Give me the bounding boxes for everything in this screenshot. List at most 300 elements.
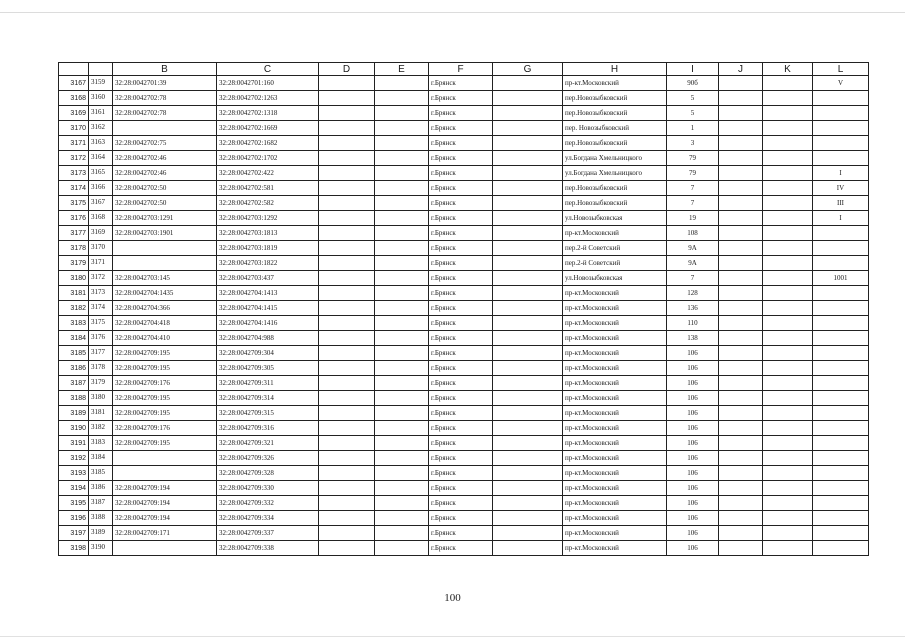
cell-d[interactable] xyxy=(319,391,375,406)
cell-l[interactable] xyxy=(813,481,869,496)
cell-f[interactable]: г.Брянск xyxy=(429,106,493,121)
cell-h[interactable]: пр-кт.Московский xyxy=(563,541,667,556)
row-number-cell[interactable]: 3194 xyxy=(59,481,89,496)
cell-i[interactable]: 106 xyxy=(667,436,719,451)
cell-i[interactable]: 106 xyxy=(667,481,719,496)
cell-f[interactable]: г.Брянск xyxy=(429,496,493,511)
cell-h[interactable]: пр-кт.Московский xyxy=(563,361,667,376)
cell-g[interactable] xyxy=(493,451,563,466)
cell-g[interactable] xyxy=(493,361,563,376)
cell-h[interactable]: пр-кт.Московский xyxy=(563,346,667,361)
cell-e[interactable] xyxy=(375,331,429,346)
cell-h[interactable]: пер.Новозыбковский xyxy=(563,181,667,196)
cell-l[interactable] xyxy=(813,121,869,136)
cell-k[interactable] xyxy=(763,316,813,331)
cell-b[interactable]: 32:28:0042709:195 xyxy=(113,406,217,421)
cell-c[interactable]: 32:28:0042704:1415 xyxy=(217,301,319,316)
column-header[interactable]: F xyxy=(429,63,493,76)
cell-f[interactable]: г.Брянск xyxy=(429,211,493,226)
column-header[interactable]: L xyxy=(813,63,869,76)
cell-c[interactable]: 32:28:0042702:1263 xyxy=(217,91,319,106)
cell-j[interactable] xyxy=(719,151,763,166)
sequence-cell[interactable]: 3159 xyxy=(89,76,113,91)
column-header[interactable]: K xyxy=(763,63,813,76)
cell-k[interactable] xyxy=(763,166,813,181)
cell-i[interactable]: 7 xyxy=(667,181,719,196)
row-number-cell[interactable]: 3181 xyxy=(59,286,89,301)
cell-b[interactable]: 32:28:0042709:195 xyxy=(113,391,217,406)
cell-i[interactable]: 5 xyxy=(667,91,719,106)
cell-f[interactable]: г.Брянск xyxy=(429,151,493,166)
cell-l[interactable] xyxy=(813,436,869,451)
cell-k[interactable] xyxy=(763,211,813,226)
cell-c[interactable]: 32:28:0042703:1813 xyxy=(217,226,319,241)
cell-g[interactable] xyxy=(493,511,563,526)
cell-i[interactable]: 5 xyxy=(667,106,719,121)
cell-k[interactable] xyxy=(763,226,813,241)
cell-j[interactable] xyxy=(719,391,763,406)
row-number-cell[interactable]: 3188 xyxy=(59,391,89,406)
column-header[interactable]: H xyxy=(563,63,667,76)
cell-f[interactable]: г.Брянск xyxy=(429,256,493,271)
cell-e[interactable] xyxy=(375,226,429,241)
cell-l[interactable]: IV xyxy=(813,181,869,196)
cell-g[interactable] xyxy=(493,181,563,196)
cell-k[interactable] xyxy=(763,331,813,346)
cell-f[interactable]: г.Брянск xyxy=(429,271,493,286)
cell-f[interactable]: г.Брянск xyxy=(429,481,493,496)
cell-j[interactable] xyxy=(719,376,763,391)
cell-i[interactable]: 128 xyxy=(667,286,719,301)
row-number-cell[interactable]: 3180 xyxy=(59,271,89,286)
cell-c[interactable]: 32:28:0042709:304 xyxy=(217,346,319,361)
cell-f[interactable]: г.Брянск xyxy=(429,466,493,481)
cell-f[interactable]: г.Брянск xyxy=(429,526,493,541)
cell-f[interactable]: г.Брянск xyxy=(429,181,493,196)
cell-h[interactable]: пер.Новозыбковский xyxy=(563,106,667,121)
sequence-cell[interactable]: 3174 xyxy=(89,301,113,316)
cell-k[interactable] xyxy=(763,151,813,166)
cell-i[interactable]: 90б xyxy=(667,76,719,91)
cell-h[interactable]: пр-кт.Московский xyxy=(563,331,667,346)
cell-e[interactable] xyxy=(375,166,429,181)
cell-b[interactable]: 32:28:0042703:145 xyxy=(113,271,217,286)
cell-c[interactable]: 32:28:0042704:1416 xyxy=(217,316,319,331)
cell-d[interactable] xyxy=(319,466,375,481)
cell-l[interactable] xyxy=(813,151,869,166)
row-number-cell[interactable]: 3185 xyxy=(59,346,89,361)
cell-f[interactable]: г.Брянск xyxy=(429,451,493,466)
cell-j[interactable] xyxy=(719,256,763,271)
cell-c[interactable]: 32:28:0042709:326 xyxy=(217,451,319,466)
column-header[interactable]: E xyxy=(375,63,429,76)
cell-j[interactable] xyxy=(719,466,763,481)
cell-d[interactable] xyxy=(319,301,375,316)
cell-c[interactable]: 32:28:0042709:321 xyxy=(217,436,319,451)
cell-d[interactable] xyxy=(319,541,375,556)
cell-d[interactable] xyxy=(319,121,375,136)
sequence-cell[interactable]: 3163 xyxy=(89,136,113,151)
cell-j[interactable] xyxy=(719,511,763,526)
cell-b[interactable]: 32:28:0042703:1901 xyxy=(113,226,217,241)
cell-h[interactable]: пр-кт.Московский xyxy=(563,76,667,91)
sequence-cell[interactable]: 3160 xyxy=(89,91,113,106)
cell-k[interactable] xyxy=(763,391,813,406)
cell-k[interactable] xyxy=(763,286,813,301)
cell-c[interactable]: 32:28:0042709:334 xyxy=(217,511,319,526)
cell-l[interactable] xyxy=(813,226,869,241)
cell-f[interactable]: г.Брянск xyxy=(429,196,493,211)
cell-i[interactable]: 106 xyxy=(667,421,719,436)
cell-d[interactable] xyxy=(319,511,375,526)
cell-b[interactable] xyxy=(113,451,217,466)
cell-i[interactable]: 3 xyxy=(667,136,719,151)
sequence-cell[interactable]: 3185 xyxy=(89,466,113,481)
cell-e[interactable] xyxy=(375,436,429,451)
row-number-cell[interactable]: 3193 xyxy=(59,466,89,481)
cell-g[interactable] xyxy=(493,241,563,256)
cell-b[interactable]: 32:28:0042702:50 xyxy=(113,196,217,211)
cell-f[interactable]: г.Брянск xyxy=(429,436,493,451)
cell-l[interactable] xyxy=(813,136,869,151)
cell-k[interactable] xyxy=(763,76,813,91)
sequence-cell[interactable]: 3175 xyxy=(89,316,113,331)
cell-i[interactable]: 19 xyxy=(667,211,719,226)
column-header[interactable]: J xyxy=(719,63,763,76)
cell-i[interactable]: 106 xyxy=(667,376,719,391)
row-number-cell[interactable]: 3174 xyxy=(59,181,89,196)
cell-d[interactable] xyxy=(319,256,375,271)
row-number-cell[interactable]: 3189 xyxy=(59,406,89,421)
cell-k[interactable] xyxy=(763,271,813,286)
row-number-cell[interactable]: 3171 xyxy=(59,136,89,151)
cell-g[interactable] xyxy=(493,316,563,331)
cell-g[interactable] xyxy=(493,346,563,361)
cell-c[interactable]: 32:28:0042709:337 xyxy=(217,526,319,541)
cell-f[interactable]: г.Брянск xyxy=(429,226,493,241)
cell-e[interactable] xyxy=(375,271,429,286)
cell-l[interactable]: I xyxy=(813,211,869,226)
row-number-cell[interactable]: 3192 xyxy=(59,451,89,466)
cell-f[interactable]: г.Брянск xyxy=(429,346,493,361)
cell-i[interactable]: 110 xyxy=(667,316,719,331)
cell-e[interactable] xyxy=(375,496,429,511)
cell-e[interactable] xyxy=(375,421,429,436)
sequence-cell[interactable]: 3187 xyxy=(89,496,113,511)
cell-i[interactable]: 106 xyxy=(667,361,719,376)
cell-g[interactable] xyxy=(493,121,563,136)
cell-g[interactable] xyxy=(493,271,563,286)
column-header[interactable]: I xyxy=(667,63,719,76)
cell-k[interactable] xyxy=(763,196,813,211)
cell-g[interactable] xyxy=(493,106,563,121)
cell-l[interactable] xyxy=(813,106,869,121)
cell-l[interactable] xyxy=(813,466,869,481)
cell-i[interactable]: 106 xyxy=(667,466,719,481)
cell-g[interactable] xyxy=(493,136,563,151)
cell-j[interactable] xyxy=(719,271,763,286)
sequence-cell[interactable]: 3170 xyxy=(89,241,113,256)
sequence-cell[interactable]: 3161 xyxy=(89,106,113,121)
row-number-cell[interactable]: 3198 xyxy=(59,541,89,556)
cell-k[interactable] xyxy=(763,526,813,541)
row-number-cell[interactable]: 3170 xyxy=(59,121,89,136)
cell-k[interactable] xyxy=(763,256,813,271)
cell-g[interactable] xyxy=(493,211,563,226)
cell-h[interactable]: пр-кт.Московский xyxy=(563,496,667,511)
cell-e[interactable] xyxy=(375,406,429,421)
cell-b[interactable]: 32:28:0042709:195 xyxy=(113,361,217,376)
cell-g[interactable] xyxy=(493,436,563,451)
cell-f[interactable]: г.Брянск xyxy=(429,286,493,301)
cell-j[interactable] xyxy=(719,196,763,211)
cell-i[interactable]: 106 xyxy=(667,541,719,556)
sequence-cell[interactable]: 3183 xyxy=(89,436,113,451)
cell-e[interactable] xyxy=(375,376,429,391)
cell-d[interactable] xyxy=(319,421,375,436)
cell-i[interactable]: 106 xyxy=(667,406,719,421)
cell-g[interactable] xyxy=(493,151,563,166)
cell-j[interactable] xyxy=(719,331,763,346)
cell-e[interactable] xyxy=(375,526,429,541)
sequence-cell[interactable]: 3167 xyxy=(89,196,113,211)
cell-c[interactable]: 32:28:0042702:1682 xyxy=(217,136,319,151)
cell-l[interactable] xyxy=(813,496,869,511)
cell-l[interactable] xyxy=(813,541,869,556)
cell-b[interactable]: 32:28:0042709:194 xyxy=(113,481,217,496)
cell-f[interactable]: г.Брянск xyxy=(429,166,493,181)
cell-b[interactable]: 32:28:0042709:171 xyxy=(113,526,217,541)
row-number-cell[interactable]: 3176 xyxy=(59,211,89,226)
cell-h[interactable]: пр-кт.Московский xyxy=(563,421,667,436)
cell-l[interactable]: I xyxy=(813,166,869,181)
cell-e[interactable] xyxy=(375,151,429,166)
cell-b[interactable]: 32:28:0042702:46 xyxy=(113,166,217,181)
cell-h[interactable]: ул.Новозыбковская xyxy=(563,271,667,286)
cell-c[interactable]: 32:28:0042703:1822 xyxy=(217,256,319,271)
cell-c[interactable]: 32:28:0042702:1318 xyxy=(217,106,319,121)
sequence-cell[interactable]: 3189 xyxy=(89,526,113,541)
cell-j[interactable] xyxy=(719,166,763,181)
cell-h[interactable]: ул.Богдана Хмельницкого xyxy=(563,151,667,166)
cell-j[interactable] xyxy=(719,526,763,541)
cell-h[interactable]: пер.Новозыбковский xyxy=(563,91,667,106)
cell-k[interactable] xyxy=(763,181,813,196)
cell-b[interactable]: 32:28:0042702:46 xyxy=(113,151,217,166)
row-number-cell[interactable]: 3191 xyxy=(59,436,89,451)
cell-g[interactable] xyxy=(493,76,563,91)
cell-f[interactable]: г.Брянск xyxy=(429,376,493,391)
cell-c[interactable]: 32:28:0042709:332 xyxy=(217,496,319,511)
cell-j[interactable] xyxy=(719,541,763,556)
sequence-cell[interactable]: 3176 xyxy=(89,331,113,346)
sequence-cell[interactable]: 3173 xyxy=(89,286,113,301)
cell-j[interactable] xyxy=(719,136,763,151)
cell-b[interactable]: 32:28:0042702:75 xyxy=(113,136,217,151)
cell-i[interactable]: 106 xyxy=(667,391,719,406)
cell-c[interactable]: 32:28:0042702:1669 xyxy=(217,121,319,136)
cell-c[interactable]: 32:28:0042709:311 xyxy=(217,376,319,391)
cell-e[interactable] xyxy=(375,466,429,481)
cell-j[interactable] xyxy=(719,481,763,496)
cell-d[interactable] xyxy=(319,481,375,496)
cell-l[interactable] xyxy=(813,406,869,421)
cell-j[interactable] xyxy=(719,436,763,451)
sequence-cell[interactable]: 3177 xyxy=(89,346,113,361)
cell-i[interactable]: 106 xyxy=(667,346,719,361)
row-number-cell[interactable]: 3197 xyxy=(59,526,89,541)
cell-f[interactable]: г.Брянск xyxy=(429,316,493,331)
cell-l[interactable] xyxy=(813,361,869,376)
cell-i[interactable]: 7 xyxy=(667,271,719,286)
cell-g[interactable] xyxy=(493,496,563,511)
cell-f[interactable]: г.Брянск xyxy=(429,361,493,376)
cell-b[interactable] xyxy=(113,121,217,136)
cell-e[interactable] xyxy=(375,391,429,406)
column-header[interactable]: D xyxy=(319,63,375,76)
cell-h[interactable]: ул.Новозыбковская xyxy=(563,211,667,226)
cell-k[interactable] xyxy=(763,496,813,511)
cell-i[interactable]: 106 xyxy=(667,511,719,526)
cell-h[interactable]: пер. Новозыбковский xyxy=(563,121,667,136)
cell-b[interactable]: 32:28:0042709:195 xyxy=(113,436,217,451)
sequence-cell[interactable]: 3171 xyxy=(89,256,113,271)
cell-k[interactable] xyxy=(763,436,813,451)
cell-c[interactable]: 32:28:0042709:315 xyxy=(217,406,319,421)
cell-e[interactable] xyxy=(375,211,429,226)
cell-j[interactable] xyxy=(719,241,763,256)
cell-h[interactable]: пр-кт.Московский xyxy=(563,316,667,331)
cell-d[interactable] xyxy=(319,271,375,286)
cell-h[interactable]: пр-кт.Московский xyxy=(563,226,667,241)
row-number-cell[interactable]: 3178 xyxy=(59,241,89,256)
row-number-cell[interactable]: 3177 xyxy=(59,226,89,241)
cell-f[interactable]: г.Брянск xyxy=(429,541,493,556)
sequence-cell[interactable]: 3165 xyxy=(89,166,113,181)
cell-d[interactable] xyxy=(319,526,375,541)
cell-b[interactable]: 32:28:0042702:50 xyxy=(113,181,217,196)
cell-l[interactable] xyxy=(813,391,869,406)
cell-d[interactable] xyxy=(319,331,375,346)
sequence-cell[interactable]: 3188 xyxy=(89,511,113,526)
cell-b[interactable]: 32:28:0042709:194 xyxy=(113,511,217,526)
cell-c[interactable]: 32:28:0042709:314 xyxy=(217,391,319,406)
cell-d[interactable] xyxy=(319,196,375,211)
cell-c[interactable]: 32:28:0042703:437 xyxy=(217,271,319,286)
cell-h[interactable]: пер.Новозыбковский xyxy=(563,136,667,151)
cell-e[interactable] xyxy=(375,106,429,121)
cell-e[interactable] xyxy=(375,196,429,211)
cell-b[interactable]: 32:28:0042709:176 xyxy=(113,376,217,391)
cell-k[interactable] xyxy=(763,121,813,136)
row-number-cell[interactable]: 3173 xyxy=(59,166,89,181)
cell-i[interactable]: 138 xyxy=(667,331,719,346)
cell-j[interactable] xyxy=(719,121,763,136)
sequence-cell[interactable]: 3190 xyxy=(89,541,113,556)
cell-j[interactable] xyxy=(719,181,763,196)
cell-e[interactable] xyxy=(375,451,429,466)
cell-b[interactable]: 32:28:0042709:195 xyxy=(113,346,217,361)
cell-l[interactable] xyxy=(813,256,869,271)
cell-h[interactable]: пр-кт.Московский xyxy=(563,436,667,451)
cell-c[interactable]: 32:28:0042703:1292 xyxy=(217,211,319,226)
cell-b[interactable]: 32:28:0042704:410 xyxy=(113,331,217,346)
cell-k[interactable] xyxy=(763,466,813,481)
cell-h[interactable]: ул.Богдана Хмельницкого xyxy=(563,166,667,181)
cell-f[interactable]: г.Брянск xyxy=(429,406,493,421)
cell-g[interactable] xyxy=(493,541,563,556)
cell-l[interactable] xyxy=(813,511,869,526)
cell-e[interactable] xyxy=(375,511,429,526)
cell-c[interactable]: 32:28:0042701:160 xyxy=(217,76,319,91)
cell-i[interactable]: 108 xyxy=(667,226,719,241)
cell-l[interactable] xyxy=(813,346,869,361)
cell-d[interactable] xyxy=(319,91,375,106)
sequence-cell[interactable]: 3172 xyxy=(89,271,113,286)
cell-b[interactable]: 32:28:0042702:78 xyxy=(113,106,217,121)
cell-e[interactable] xyxy=(375,286,429,301)
cell-g[interactable] xyxy=(493,391,563,406)
sequence-cell[interactable]: 3166 xyxy=(89,181,113,196)
cell-j[interactable] xyxy=(719,106,763,121)
cell-f[interactable]: г.Брянск xyxy=(429,511,493,526)
cell-g[interactable] xyxy=(493,406,563,421)
cell-d[interactable] xyxy=(319,376,375,391)
cell-c[interactable]: 32:28:0042709:316 xyxy=(217,421,319,436)
cell-j[interactable] xyxy=(719,76,763,91)
cell-k[interactable] xyxy=(763,106,813,121)
cell-h[interactable]: пр-кт.Московский xyxy=(563,481,667,496)
cell-j[interactable] xyxy=(719,451,763,466)
row-number-cell[interactable]: 3168 xyxy=(59,91,89,106)
cell-b[interactable] xyxy=(113,256,217,271)
cell-e[interactable] xyxy=(375,76,429,91)
column-header[interactable]: B xyxy=(113,63,217,76)
cell-d[interactable] xyxy=(319,286,375,301)
cell-e[interactable] xyxy=(375,241,429,256)
cell-j[interactable] xyxy=(719,286,763,301)
cell-j[interactable] xyxy=(719,361,763,376)
row-number-cell[interactable]: 3184 xyxy=(59,331,89,346)
cell-j[interactable] xyxy=(719,406,763,421)
cell-e[interactable] xyxy=(375,316,429,331)
sequence-cell[interactable]: 3178 xyxy=(89,361,113,376)
cell-f[interactable]: г.Брянск xyxy=(429,241,493,256)
cell-h[interactable]: пер.2-й Советский xyxy=(563,241,667,256)
cell-f[interactable]: г.Брянск xyxy=(429,76,493,91)
cell-f[interactable]: г.Брянск xyxy=(429,331,493,346)
cell-i[interactable]: 79 xyxy=(667,151,719,166)
row-number-cell[interactable]: 3179 xyxy=(59,256,89,271)
column-header[interactable]: G xyxy=(493,63,563,76)
cell-d[interactable] xyxy=(319,436,375,451)
cell-k[interactable] xyxy=(763,136,813,151)
cell-j[interactable] xyxy=(719,211,763,226)
cell-h[interactable]: пр-кт.Московский xyxy=(563,391,667,406)
cell-l[interactable] xyxy=(813,241,869,256)
cell-d[interactable] xyxy=(319,316,375,331)
cell-h[interactable]: пер.2-й Советский xyxy=(563,256,667,271)
cell-g[interactable] xyxy=(493,301,563,316)
cell-f[interactable]: г.Брянск xyxy=(429,91,493,106)
cell-g[interactable] xyxy=(493,256,563,271)
cell-l[interactable]: III xyxy=(813,196,869,211)
cell-h[interactable]: пр-кт.Московский xyxy=(563,286,667,301)
cell-c[interactable]: 32:28:0042703:1819 xyxy=(217,241,319,256)
cell-k[interactable] xyxy=(763,301,813,316)
sequence-cell[interactable]: 3179 xyxy=(89,376,113,391)
cell-e[interactable] xyxy=(375,361,429,376)
